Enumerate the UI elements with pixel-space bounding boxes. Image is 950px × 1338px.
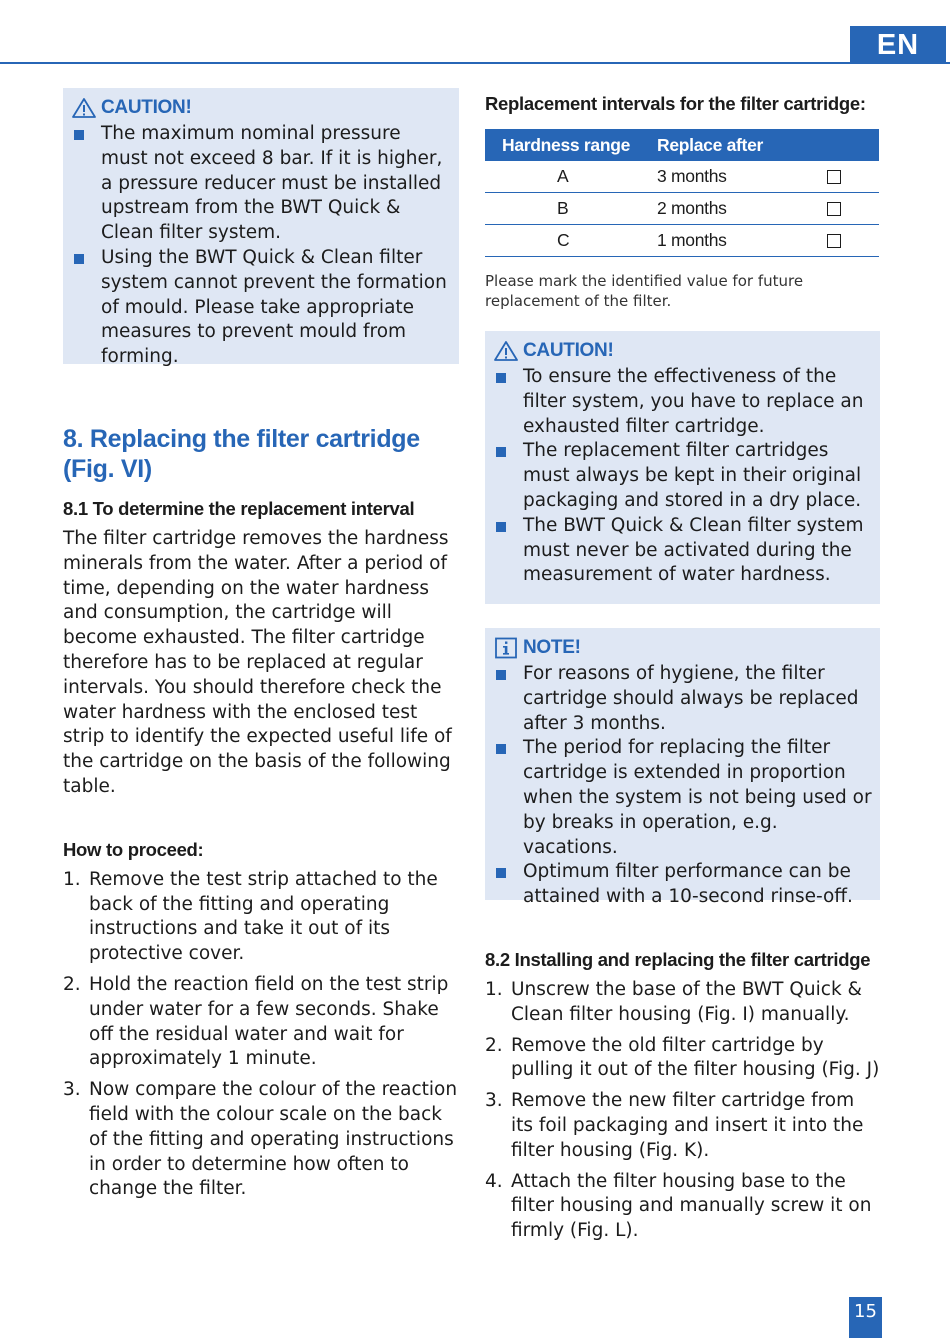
table-cell: 2 months <box>657 193 827 225</box>
table-header: Hardness range <box>485 129 657 161</box>
note-title: NOTE! <box>523 637 581 658</box>
language-tab: EN <box>850 26 946 64</box>
table-row <box>485 193 879 225</box>
list-item: 2. Remove the old filter cartridge by pulling it out of the filter housing (Fig. J) <box>485 1034 880 1081</box>
table-title: Replacement intervals for the filter cartridge: <box>485 93 866 114</box>
checkbox[interactable] <box>827 234 841 248</box>
note-box <box>485 628 880 908</box>
right-body <box>485 948 880 1250</box>
section-title <box>63 424 463 484</box>
checkbox[interactable] <box>827 202 841 216</box>
caution-title: CAUTION! <box>523 340 614 361</box>
caution-box-left <box>63 88 459 368</box>
body-paragraph: The filter cartridge removes the hardness minerals from the water. After a period of time, depending on the water hardness and consumption, the cartridge will become exhausted. The filter cartridge therefore has to be replaced at regular intervals. You should therefore check the water hardness with the enclosed test strip to identify the expected useful life of the cartridge on the basis of the following table. <box>63 528 452 797</box>
list-item: 3. Now compare the colour of the reaction field with the colour scale on the back of the fitting and operating instructions in order to determine how often to change the filter. <box>63 1079 458 1200</box>
steps-list <box>63 868 459 1202</box>
note-list <box>493 662 872 910</box>
warning-triangle-icon <box>493 340 519 362</box>
table-cell: A <box>485 161 657 193</box>
list-item: The replacement filter cartridges must always be kept in their original packaging and stored in a dry place. <box>493 439 872 513</box>
table-row <box>485 225 879 257</box>
list-item: Optimum filter performance can be attained with a 10-second rinse-off. <box>493 860 872 910</box>
list-item: 1. Unscrew the base of the BWT Quick & Clean filter housing (Fig. I) manually. <box>485 979 862 1025</box>
list-item: For reasons of hygiene, the filter cartridge should always be replaced after 3 months. <box>493 662 872 736</box>
interval-table <box>485 129 879 257</box>
caution-list <box>71 122 451 370</box>
list-item: 1. Remove the test strip attached to the back of the fitting and operating instructions and take it out of its protective cover. <box>63 868 438 965</box>
subsection-title: 8.2 Installing and replacing the filter cartridge <box>485 949 871 970</box>
section-title-line: 8. Replacing the filter cartridge <box>63 425 420 453</box>
info-icon <box>493 637 519 659</box>
table-row <box>485 161 879 193</box>
table-cell: B <box>485 193 657 225</box>
section-title-line: (Fig. VI) <box>63 455 152 483</box>
caution-title: CAUTION! <box>101 97 192 118</box>
table-cell: 1 months <box>657 225 827 257</box>
proceed-title: How to proceed: <box>63 838 204 860</box>
list-item: 2. Hold the reaction field on the test strip under water for a few seconds. Shake off the residual water and wait for approximately 1 minute. <box>63 973 449 1070</box>
list-item: 3. Remove the new filter cartridge from its foil packaging and insert it into the filter housing (Fig. K). <box>485 1090 864 1161</box>
caution-heading <box>493 339 872 363</box>
page-number: 15 <box>849 1297 882 1338</box>
list-item: Using the BWT Quick & Clean filter system cannot prevent the formation of mould. Please take appropriate measures to prevent mould from forming. <box>71 246 451 370</box>
list-item: To ensure the effectiveness of the filter system, you have to replace an exhausted filter cartridge. <box>493 365 872 439</box>
table-note: Please mark the identified value for future replacement of the filter. <box>485 272 804 310</box>
list-item: The BWT Quick & Clean filter system must never be activated during the measurement of water hardness. <box>493 514 872 588</box>
caution-box-right <box>485 331 880 604</box>
steps-list <box>485 978 880 1244</box>
table-cell: 3 months <box>657 161 827 193</box>
header-rule <box>0 62 950 64</box>
subsection-title: 8.1 To determine the replacement interval <box>63 498 415 519</box>
note-heading <box>493 636 872 660</box>
warning-triangle-icon <box>71 97 97 119</box>
caution-heading <box>71 96 451 120</box>
list-item: The period for replacing the filter cartridge is extended in proportion when the system is not being used or by breaks in operation, e.g. vacations. <box>493 736 872 860</box>
checkbox[interactable] <box>827 170 841 184</box>
caution-list <box>493 365 872 588</box>
table-header: Replace after <box>657 129 827 161</box>
list-item: 4. Attach the filter housing base to the filter housing and manually screw it on firmly (Fig. L). <box>485 1170 872 1242</box>
table-cell: C <box>485 225 657 257</box>
list-item: The maximum nominal pressure must not exceed 8 bar. If it is higher, a pressure reducer must be installed upstream from the BWT Quick & Clean filter system. <box>71 122 451 246</box>
left-body <box>63 497 459 1208</box>
